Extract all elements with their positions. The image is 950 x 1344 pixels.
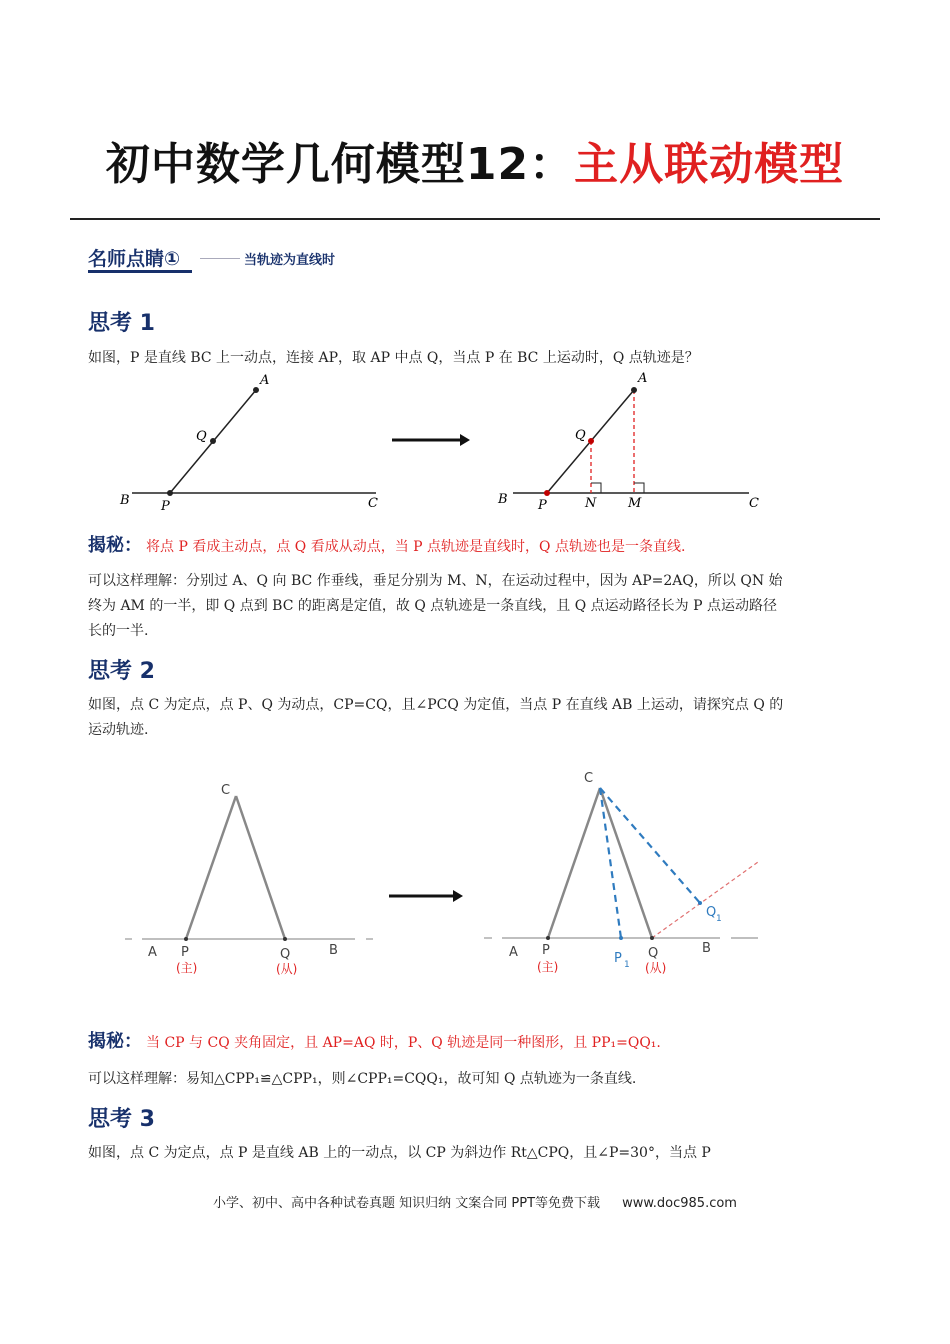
label-b: B (120, 493, 130, 508)
label-p1-sub: 1 (624, 960, 630, 970)
heading-think-2: 思考 2 (88, 659, 155, 684)
reveal-text: 当 CP 与 CQ 夹角固定，且 AP=AQ 时，P、Q 轨迹是同一种图形，且 PP₁=QQ₁. (146, 1035, 661, 1051)
label-p: P (161, 499, 170, 514)
heading-think-3: 思考 3 (88, 1107, 155, 1132)
page-title (0, 128, 950, 192)
arrow-2 (387, 886, 477, 906)
title-part1: 初中数学几何模型12： (105, 139, 575, 190)
reveal-2 (88, 1030, 848, 1055)
badge-dash (200, 258, 240, 259)
label-c: C (584, 771, 594, 786)
label-p: P (181, 945, 189, 960)
figure-1-right (495, 370, 775, 520)
label-zhu: (主) (176, 961, 198, 975)
label-cong: (从) (645, 961, 667, 975)
explain-1: 可以这样理解：分别过 A、Q 向 BC 作垂线，垂足分别为 M、N，在运动过程中，因为 AP=2AQ，所以 QN 始终为 AM 的一半，即 Q 点到 BC 的距离是定值，故 Q 点轨迹是一条直线，且 Q 点运动路径长为 P 点运动路径长的一半. (88, 573, 783, 639)
label-n: N (585, 496, 597, 511)
footer-url: www.doc985.com (622, 1196, 737, 1211)
heading-think-1: 思考 1 (88, 311, 155, 336)
label-q: Q (280, 947, 291, 962)
label-zhu: (主) (537, 960, 559, 974)
figure-2-left (120, 770, 390, 990)
label-q: Q (196, 429, 207, 444)
footer-text: 小学、初中、高中各种试卷真题 知识归纳 文案合同 PPT等免费下载 (213, 1196, 601, 1211)
question-2: 如图，点 C 为定点，点 P、Q 为动点，CP=CQ，且∠PCQ 为定值，当点 P 在直线 AB 上运动，请探究点 Q 的运动轨迹. (88, 697, 784, 738)
reveal-1 (88, 534, 848, 559)
label-p: P (542, 943, 550, 958)
badge-subtitle: 当轨迹为直线时 (244, 253, 336, 268)
title-divider (70, 218, 880, 220)
label-b: B (702, 941, 711, 956)
label-c: C (749, 496, 759, 511)
label-cong: (从) (276, 962, 298, 976)
label-a: A (148, 945, 157, 960)
label-a: A (260, 373, 270, 388)
label-p1: P (614, 951, 622, 966)
reveal-label: 揭秘： (88, 535, 142, 556)
label-a: A (509, 945, 518, 960)
label-b: B (329, 943, 338, 958)
section-badge: 名师点睛① (88, 248, 181, 270)
question-1: 如图，P 是直线 BC 上一动点，连接 AP，取 AP 中点 Q，当点 P 在 BC 上运动时，Q 点轨迹是？ (88, 350, 699, 366)
arrow-1 (390, 430, 480, 450)
label-m: M (628, 496, 642, 511)
label-q1: Q (706, 905, 717, 920)
title-part2: 主从联动模型 (574, 139, 845, 190)
label-b: B (498, 492, 508, 507)
explain-2: 可以这样理解：易知△CPP₁≌△CPP₁，则∠CPP₁=CQQ₁，故可知 Q 点轨迹为一条直线. (88, 1071, 637, 1087)
label-q: Q (648, 946, 659, 961)
reveal-label: 揭秘： (88, 1031, 142, 1052)
label-a: A (638, 371, 648, 386)
question-3: 如图，点 C 为定点，点 P 是直线 AB 上的一动点，以 CP 为斜边作 Rt△CPQ，且∠P=30°，当点 P (88, 1145, 711, 1161)
figure-2-right (480, 760, 770, 990)
label-c: C (368, 496, 378, 511)
reveal-text: 将点 P 看成主动点，点 Q 看成从动点，当 P 点轨迹是直线时，Q 点轨迹也是一条直线. (146, 539, 686, 555)
label-p: P (538, 498, 547, 513)
label-c: C (221, 783, 231, 798)
figure-1-left (110, 370, 400, 520)
badge-underline (88, 270, 192, 273)
label-q: Q (575, 428, 586, 443)
label-q1-sub: 1 (716, 914, 722, 924)
page-footer (0, 1192, 950, 1211)
